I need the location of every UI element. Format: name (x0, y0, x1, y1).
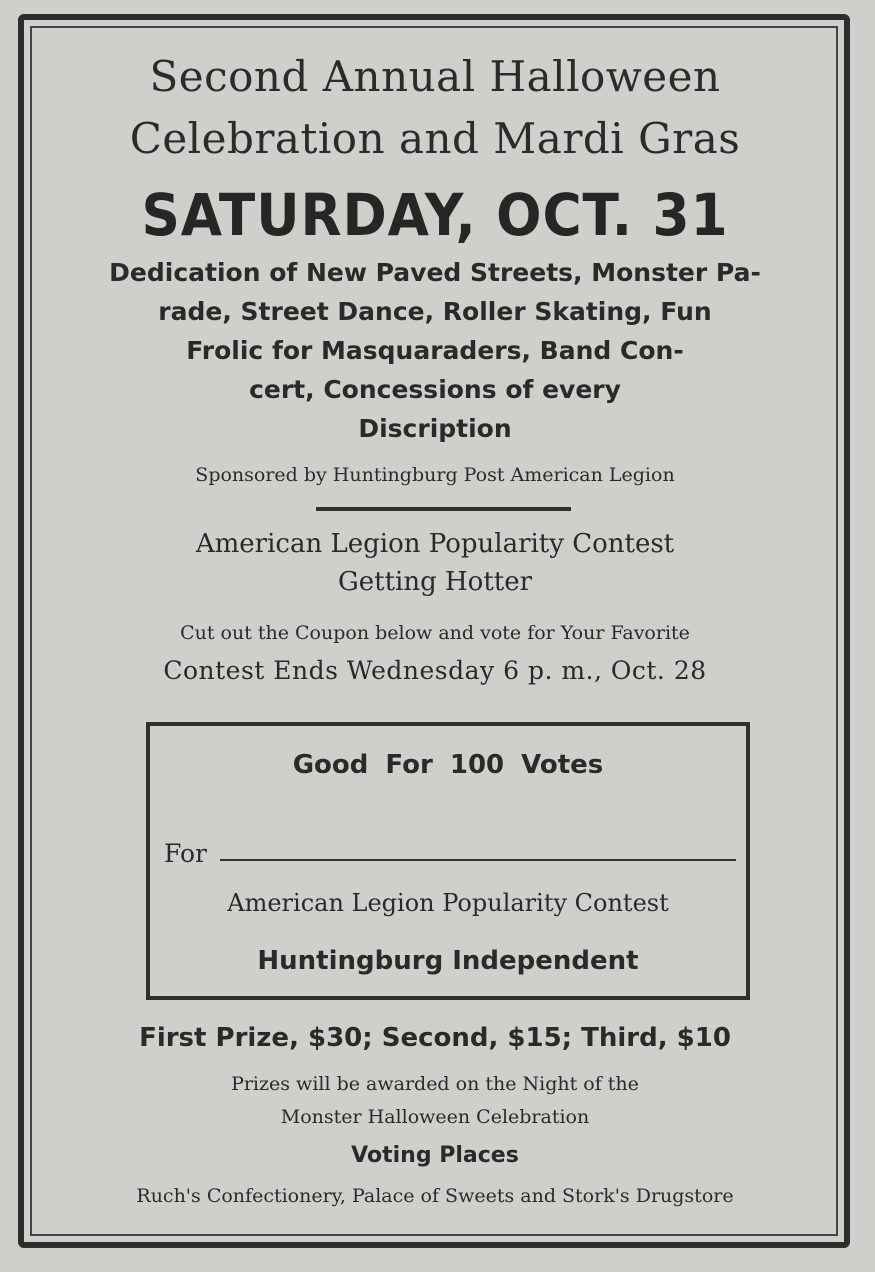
event-description-line: rade, Street Dance, Roller Skating, Fun (158, 297, 712, 326)
sponsor-line: Sponsored by Huntingburg Post American Legion (195, 464, 675, 486)
voting-places-heading: Voting Places (351, 1143, 519, 1168)
coupon-for-label: For (164, 839, 207, 868)
coupon-title: Good For 100 Votes (292, 750, 604, 780)
event-description-line: cert, Concessions of every (249, 375, 621, 404)
prize-award-note (40, 1068, 830, 1134)
event-description-line: Discription (358, 414, 512, 443)
section-divider (316, 507, 571, 511)
prize-award-line-1: Prizes will be awarded on the Night of the (231, 1073, 639, 1095)
ad-title-line-1: Second Annual Halloween (149, 52, 721, 101)
prize-award-line-2: Monster Halloween Celebration (280, 1106, 590, 1128)
ad-title (40, 46, 830, 170)
event-date: SATURDAY, OCT. 31 (141, 181, 729, 249)
coupon-instruction: Cut out the Coupon below and vote for Your Favorite (180, 622, 690, 644)
event-description (40, 253, 830, 448)
prize-amounts: First Prize, $30; Second, $15; Third, $10 (139, 1023, 731, 1053)
event-description-line: Dedication of New Paved Streets, Monster Pa- (109, 258, 761, 287)
contest-heading (40, 525, 830, 601)
vote-coupon (146, 722, 750, 1000)
contest-heading-line-2: Getting Hotter (337, 567, 533, 597)
ad-title-line-2: Celebration and Mardi Gras (129, 114, 741, 163)
coupon-name-blank (220, 859, 736, 861)
coupon-contest-name: American Legion Popularity Contest (227, 889, 669, 917)
coupon-newspaper-name: Huntingburg Independent (257, 946, 639, 976)
event-description-line: Frolic for Masquaraders, Band Con- (186, 336, 684, 365)
contest-end-date: Contest Ends Wednesday 6 p. m., Oct. 28 (163, 656, 707, 685)
voting-places-list: Ruch's Confectionery, Palace of Sweets and Stork's Drugstore (136, 1185, 734, 1207)
contest-heading-line-1: American Legion Popularity Contest (195, 529, 675, 559)
